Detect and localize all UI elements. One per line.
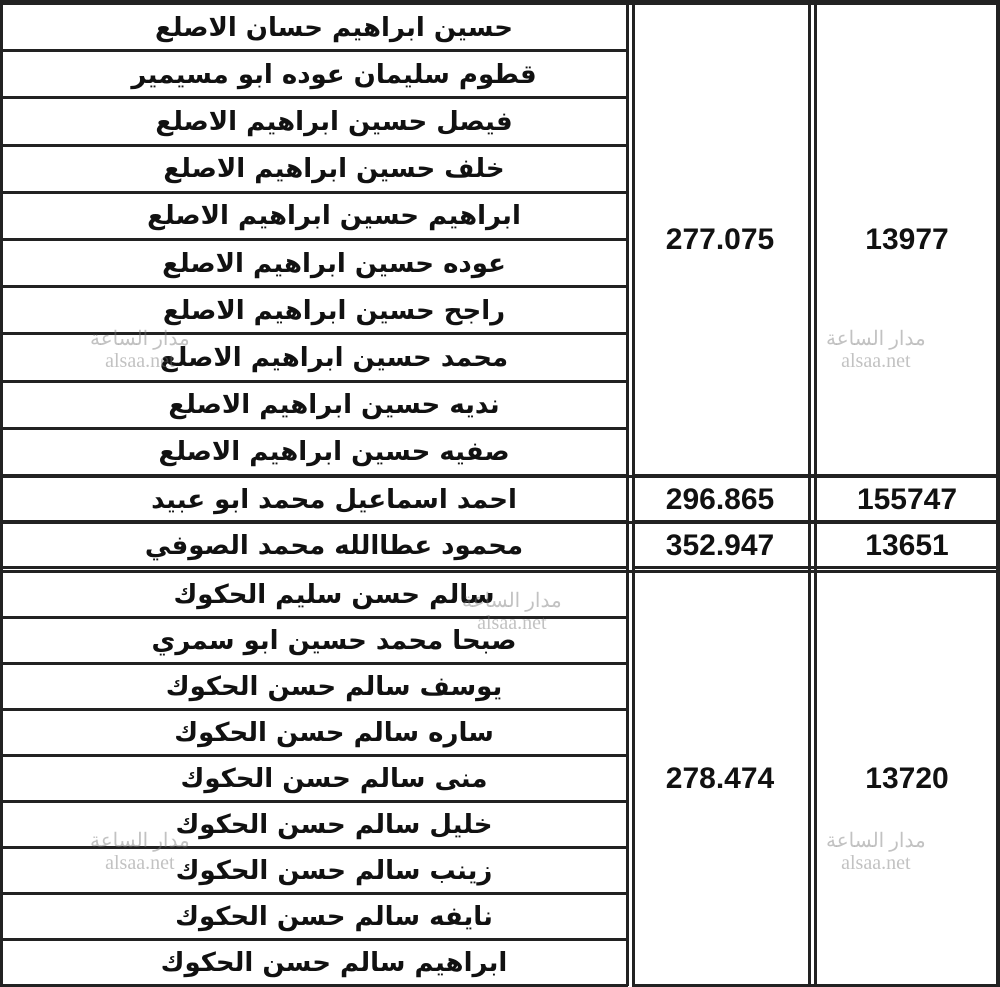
name-cell: راجح حسين ابراهيم الاصلع (162, 295, 506, 326)
grid-line (0, 427, 628, 430)
grid-line (0, 938, 628, 941)
grid-line (0, 332, 628, 335)
name-cell: ساره سالم حسن الحكوك (174, 718, 494, 748)
name-cell: يوسف سالم حسن الحكوك (165, 672, 503, 702)
grid-line (0, 662, 628, 665)
watermark-latin: alsaa.net (841, 350, 911, 372)
id-number-cell: 13720 (865, 762, 949, 795)
score-cell: 278.474 (665, 762, 775, 795)
grid-line (626, 0, 629, 986)
id-number-cell: 13977 (865, 223, 949, 256)
score-cell: 277.075 (665, 223, 775, 256)
grid-line (0, 754, 628, 757)
grid-line (0, 521, 1000, 524)
watermark-arabic: مدار الساعة (826, 328, 926, 350)
grid-line (0, 49, 628, 52)
watermark-arabic: مدار الساعة (462, 590, 562, 612)
watermark-latin: alsaa.net (477, 612, 547, 634)
grid-line (0, 570, 1000, 573)
name-cell: نايفه سالم حسن الحكوك (175, 902, 493, 932)
watermark-latin: alsaa.net (105, 350, 175, 372)
name-cell: خليل سالم حسن الحكوك (175, 810, 493, 840)
name-cell: قطوم سليمان عوده ابو مسيمير (131, 59, 537, 90)
name-cell: محمود عطاالله محمد الصوفي (144, 530, 524, 561)
grid-line (0, 0, 3, 986)
watermark-latin: alsaa.net (841, 852, 911, 874)
name-cell: محمد حسين ابراهيم الاصلع (159, 342, 509, 373)
grid-line (0, 892, 628, 895)
watermark-latin: alsaa.net (105, 852, 175, 874)
grid-line (0, 800, 628, 803)
score-cell: 296.865 (665, 482, 775, 516)
grid-line (0, 238, 628, 241)
name-cell: احمد اسماعيل محمد ابو عبيد (151, 484, 517, 515)
name-cell: زينب سالم حسن الحكوك (175, 856, 493, 886)
grid-line (0, 96, 628, 99)
name-cell: فيصل حسين ابراهيم الاصلع (155, 106, 513, 137)
id-number-cell: 13651 (865, 528, 949, 562)
name-cell: خلف حسين ابراهيم الاصلع (163, 154, 505, 185)
name-cell: ابراهيم سالم حسن الحكوك (160, 948, 508, 978)
grid-line (0, 144, 628, 147)
name-cell: ابراهيم حسين ابراهيم الاصلع (147, 201, 521, 232)
grid-line (814, 0, 817, 986)
name-cell: صبحا محمد حسين ابو سمري (151, 626, 517, 656)
watermark-arabic: مدار الساعة (826, 830, 926, 852)
name-cell: سالم حسن سليم الحكوك (173, 580, 495, 610)
grid-line (0, 846, 628, 849)
grid-line (808, 0, 811, 986)
grid-line (0, 566, 628, 569)
grid-line (0, 191, 628, 194)
grid-line (996, 0, 1000, 986)
id-number-cell: 155747 (856, 482, 958, 516)
watermark-arabic: مدار الساعة (90, 328, 190, 350)
grid-line (0, 616, 628, 619)
name-cell: عوده حسين ابراهيم الاصلع (162, 248, 506, 279)
grid-line (0, 0, 1000, 3)
grid-line (0, 285, 628, 288)
score-cell: 352.947 (665, 528, 775, 562)
grid-line (0, 708, 628, 711)
grid-line (0, 475, 1000, 478)
name-cell: صفيه حسين ابراهيم الاصلع (158, 437, 510, 468)
name-cell: نديه حسين ابراهيم الاصلع (168, 390, 500, 421)
grid-line (0, 380, 628, 383)
name-cell: حسين ابراهيم حسان الاصلع (154, 12, 514, 43)
watermark-arabic: مدار الساعة (90, 830, 190, 852)
name-cell: منى سالم حسن الحكوك (180, 764, 488, 794)
grid-line (632, 0, 635, 986)
